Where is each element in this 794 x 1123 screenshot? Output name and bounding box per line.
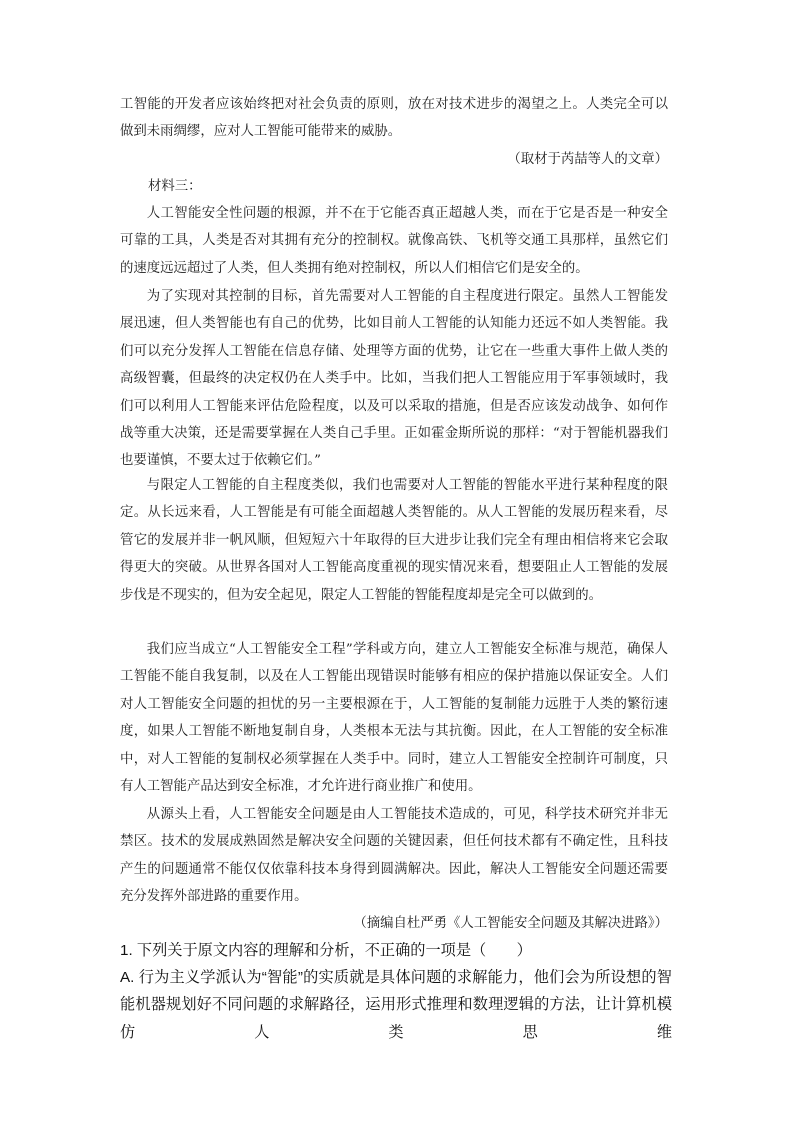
material3-paragraph-3: 与限定人工智能的自主程度类似，我们也需要对人工智能的智能水平进行某种程度的限定。从长远来看，人工智能是有可能全面超越人类智能的。从人工智能的发展历程来看，尽管它的发展并非一帆风顺，但短短六十年取得的巨大进步让我们完全有理由相信将来它会取得更大的突破。从世界各国对人工智能高度重视的现实情况来看，想要阻止人工智能的发展步伐是不现实的，但为安全起见，限定人工智能的智能程度却是完全可以做到的。 bbox=[120, 478, 668, 603]
material2-tail-paragraph: 工智能的开发者应该始终把对社会负责的原则，放在对技术进步的渴望之上。人类完全可以做到未雨绸缪，应对人工智能可能带来的威胁。 bbox=[120, 97, 668, 140]
question1-option-a[interactable]: A. 行为主义学派认为“智能”的实质就是具体问题的求解能力，他们会为所设想的智能机器规划好不同问题的求解路径，运用形式推理和数理逻辑的方法，让计算机模仿人类思维 bbox=[120, 969, 672, 1041]
material3-paragraph-4: 我们应当成立“人工智能安全工程”学科或方向，建立人工智能安全标准与规范，确保人工智能不能自我复制，以及在人工智能出现错误时能够有相应的保护措施以保证安全。人们对人工智能安全问题的担忧的另一主要根源在于，人工智能的复制能力远胜于人类的繁衍速度，如果人工智能不断地复制自身，人类根本无法与其抗衡。因此，在人工智能的安全标准中，对人工智能的复制权必须掌握在人类手中。同时，建立人工智能安全控制许可制度，只有人工智能产品达到安全标准，才允许进行商业推广和使用。 bbox=[120, 642, 668, 795]
material3-paragraph-2: 为了实现对其控制的目标，首先需要对人工智能的自主程度进行限定。虽然人工智能发展迅速，但人类智能也有自己的优势，比如目前人工智能的认知能力还远不如人类智能。我们可以充分发挥人工智能在信息存储、处理等方面的优势，让它在一些重大事件上做人类的高级智囊，但最终的决定权仍在人类手中。比如，当我们把人工智能应用于军事领域时，我们可以利用人工智能来评估危险程度，以及可以采取的措施，但是否应该发动战争、如何作战等重大决策，还是需要掌握在人类自己手里。正如霍金斯所说的那样：“对于智能机器我们也要谨慎，不要太过于依赖它们。” bbox=[120, 289, 668, 469]
material3-paragraph-5: 从源头上看，人工智能安全问题是由人工智能技术造成的，可见，科学技术研究并非无禁区。技术的发展成熟固然是解决安全问题的关键因素，但任何技术都有不确定性，且科技产生的问题通常不能仅仅依靠科技本身得到圆满解决。因此，解决人工智能安全问题还需要充分发挥外部进路的重要作用。 bbox=[120, 807, 668, 905]
material3-source: （摘编自杜严勇《人工智能安全问题及其解决进路》） bbox=[353, 916, 668, 931]
question1-stem: 1. 下列关于原文内容的理解和分析，不正确的一项是（ ） bbox=[120, 942, 532, 959]
material3-label: 材料三： bbox=[148, 179, 202, 194]
material2-source: （取材于芮喆等人的文章） bbox=[507, 152, 668, 167]
material3-paragraph-1: 人工智能安全性问题的根源，并不在于它能否真正超越人类，而在于它是否是一种安全可靠的工具，人类是否对其拥有充分的控制权。就像高铁、飞机等交通工具那样，虽然它们的速度远远超过了人类，但人类拥有绝对控制权，所以人们相信它们是安全的。 bbox=[120, 206, 668, 276]
